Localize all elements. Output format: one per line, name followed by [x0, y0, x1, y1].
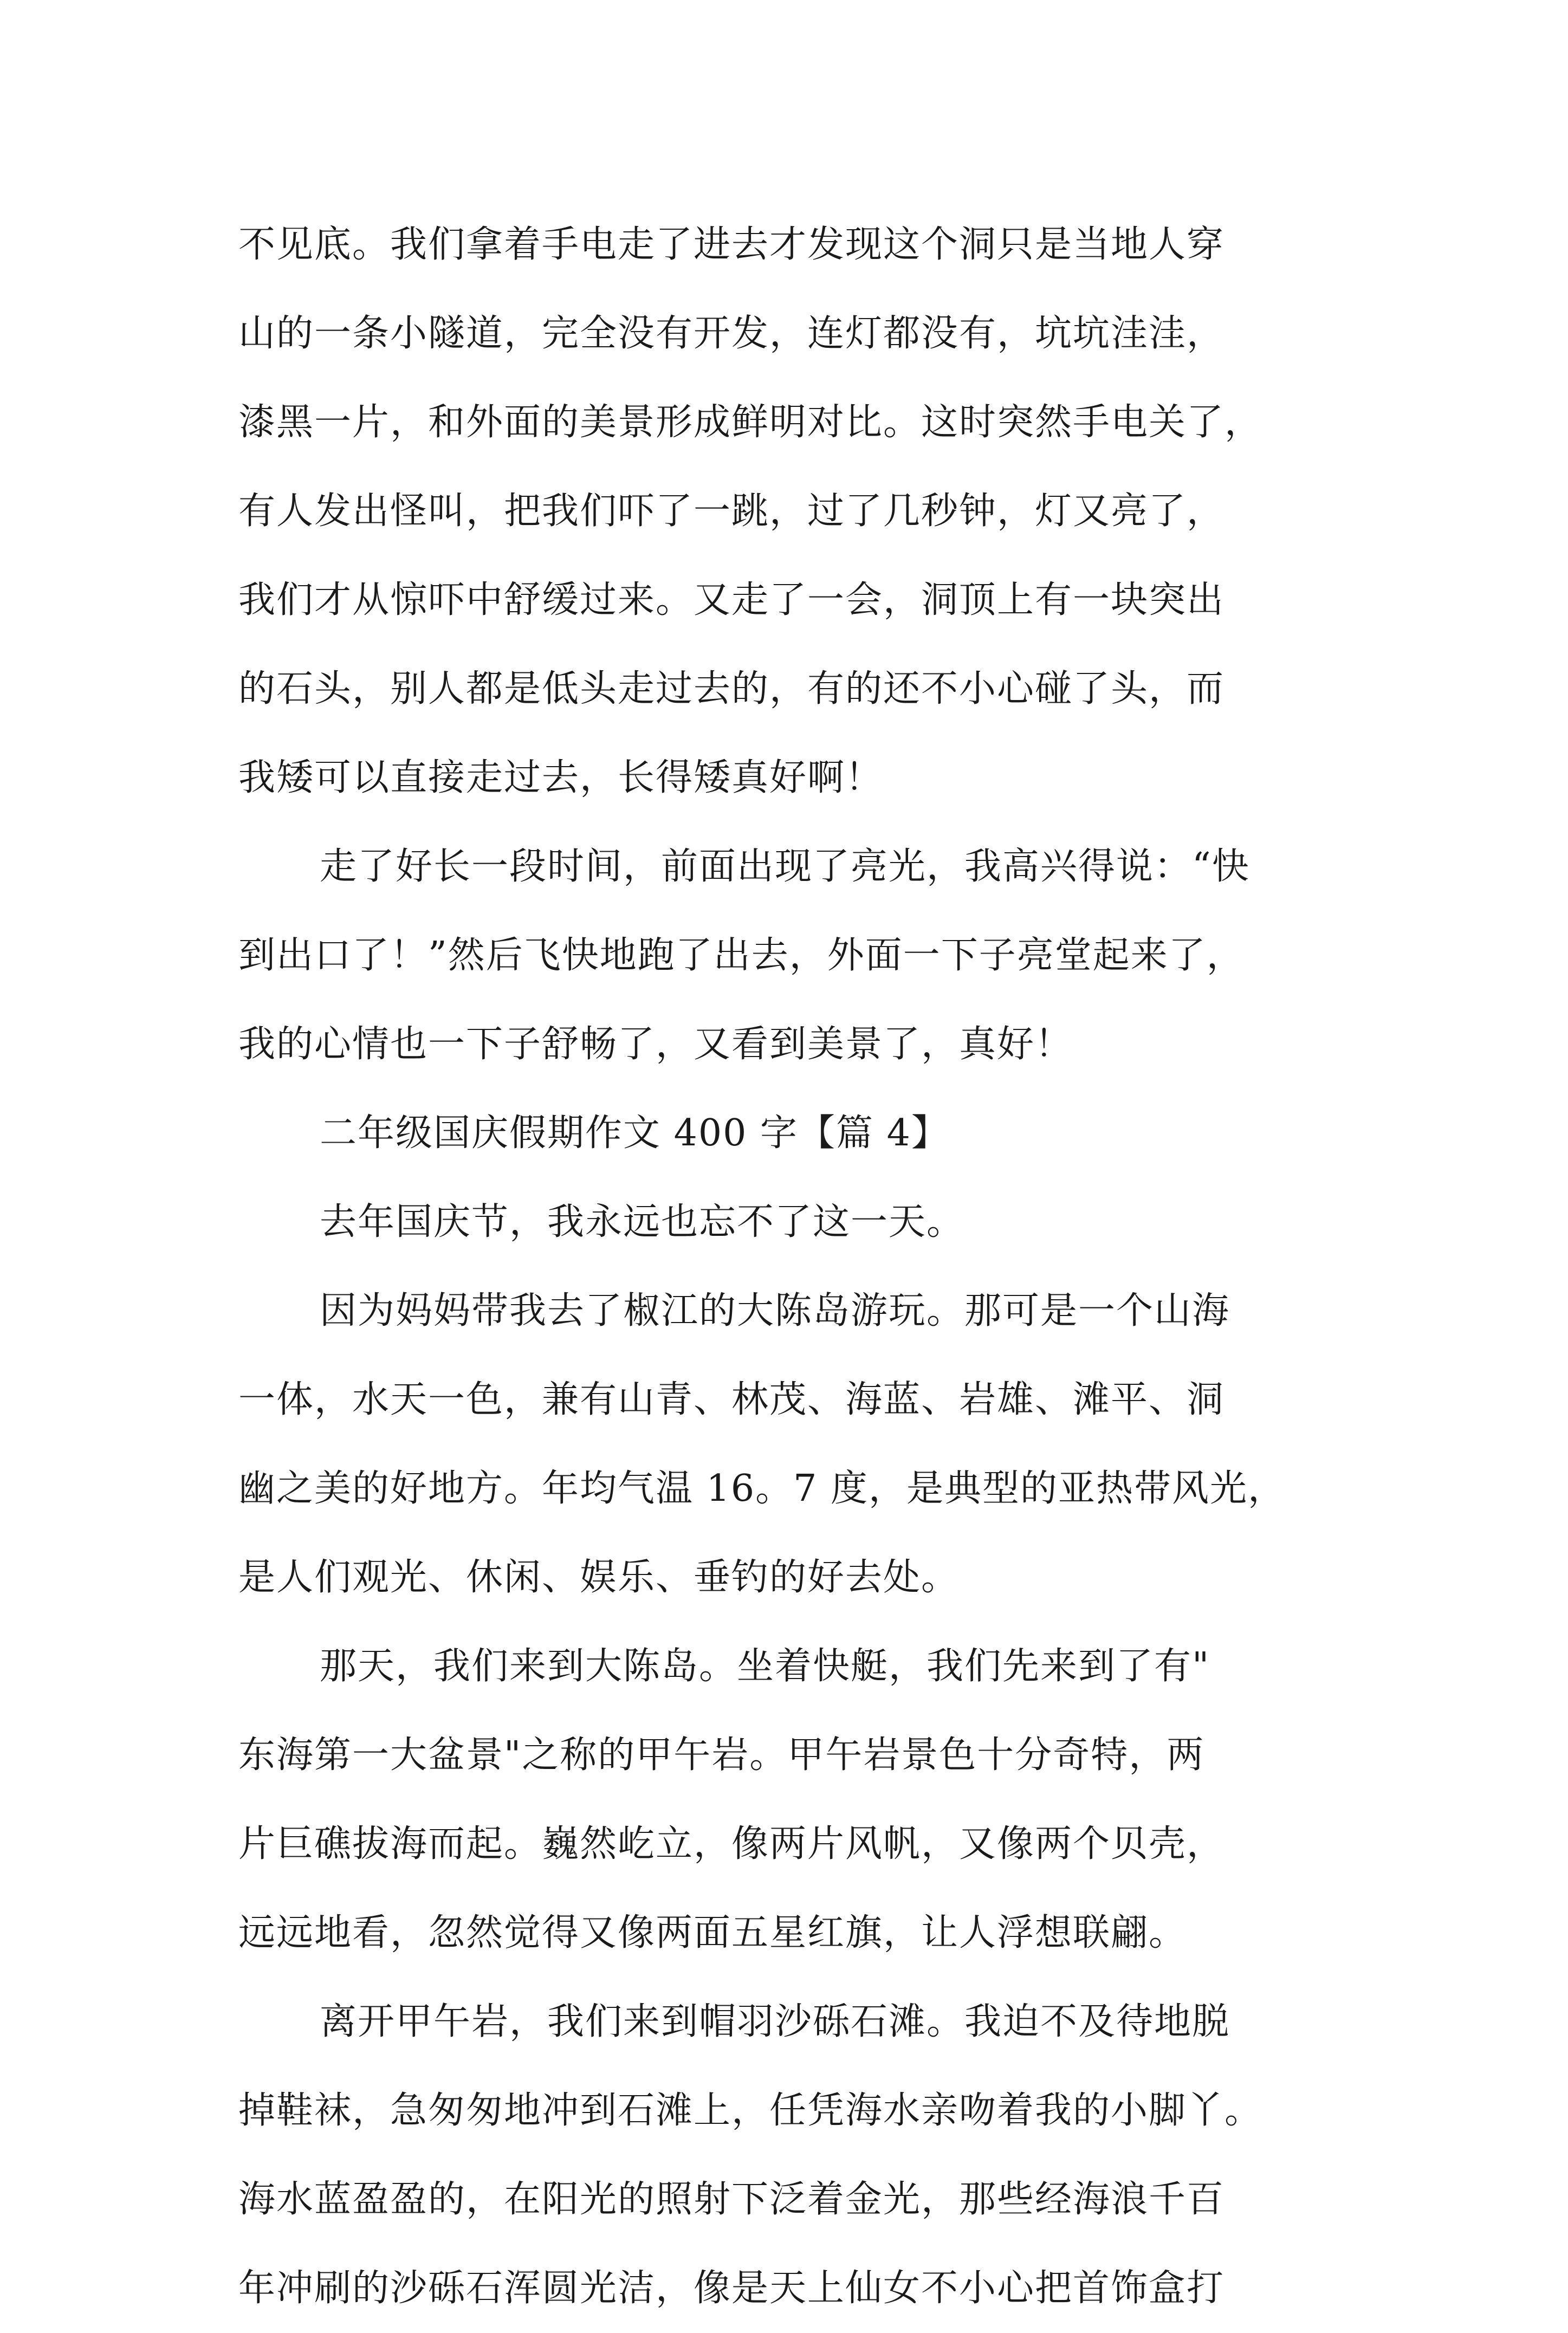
- text-line: 的石头，别人都是低头走过去的，有的还不小心碰了头，而: [238, 668, 1225, 710]
- text-line: 漆黑一片，和外面的美景形成鲜明对比。这时突然手电关了，: [238, 401, 1263, 444]
- text-line: 山的一条小隧道，完全没有开发，连灯都没有，坑坑洼洼，: [238, 312, 1225, 355]
- text-line: 片巨礁拔海而起。巍然屹立，像两片风帆，又像两个贝壳，: [238, 1823, 1225, 1865]
- text-line: 我们才从惊吓中舒缓过来。又走了一会，洞顶上有一块突出: [238, 579, 1225, 621]
- text-line: 远远地看，忽然觉得又像两面五星红旗，让人浮想联翩。: [238, 1911, 1187, 1954]
- paragraph-first-line: 去年国庆节，我永远也忘不了这一天。: [320, 1201, 965, 1243]
- text-line: 海水蓝盈盈的，在阳光的照射下泛着金光，那些经海浪千百: [238, 2178, 1225, 2221]
- paragraph-first-line: 离开甲午岩，我们来到帽羽沙砾石滩。我迫不及待地脱: [320, 2000, 1230, 2043]
- paragraph-first-line: 因为妈妈带我去了椒江的大陈岛游玩。那可是一个山海: [320, 1289, 1230, 1332]
- text-line: 有人发出怪叫，把我们吓了一跳，过了几秒钟，灯又亮了，: [238, 490, 1225, 533]
- section-heading: 二年级国庆假期作文 400 字【篇 4】: [320, 1112, 949, 1155]
- text-line: 东海第一大盆景"之称的甲午岩。甲午岩景色十分奇特，两: [238, 1734, 1205, 1777]
- text-line: 是人们观光、休闲、娱乐、垂钓的好去处。: [238, 1556, 960, 1599]
- document-body: [238, 200, 1344, 2333]
- paragraph-first-line: 那天，我们来到大陈岛。坐着快艇，我们先来到了有": [320, 1645, 1210, 1688]
- text-line: 我矮可以直接走过去，长得矮真好啊！: [238, 756, 884, 799]
- text-line: 年冲刷的沙砾石浑圆光洁，像是天上仙女不小心把首饰盒打: [238, 2267, 1225, 2310]
- text-line: 掉鞋袜，急匆匆地冲到石滩上，任凭海水亲吻着我的小脚丫。: [238, 2089, 1263, 2132]
- text-line: 我的心情也一下子舒畅了，又看到美景了，真好！: [238, 1023, 1073, 1066]
- text-line: 一体，水天一色，兼有山青、林茂、海蓝、岩雄、滩平、洞: [238, 1378, 1225, 1421]
- paragraph-first-line: 走了好长一段时间，前面出现了亮光，我高兴得说：“快: [320, 845, 1250, 888]
- text-line: 幽之美的好地方。年均气温 16。7 度，是典型的亚热带风光，: [238, 1467, 1286, 1510]
- text-line: 到出口了！”然后飞快地跑了出去，外面一下子亮堂起来了，: [238, 934, 1245, 977]
- text-line: 不见底。我们拿着手电走了进去才发现这个洞只是当地人穿: [238, 223, 1225, 266]
